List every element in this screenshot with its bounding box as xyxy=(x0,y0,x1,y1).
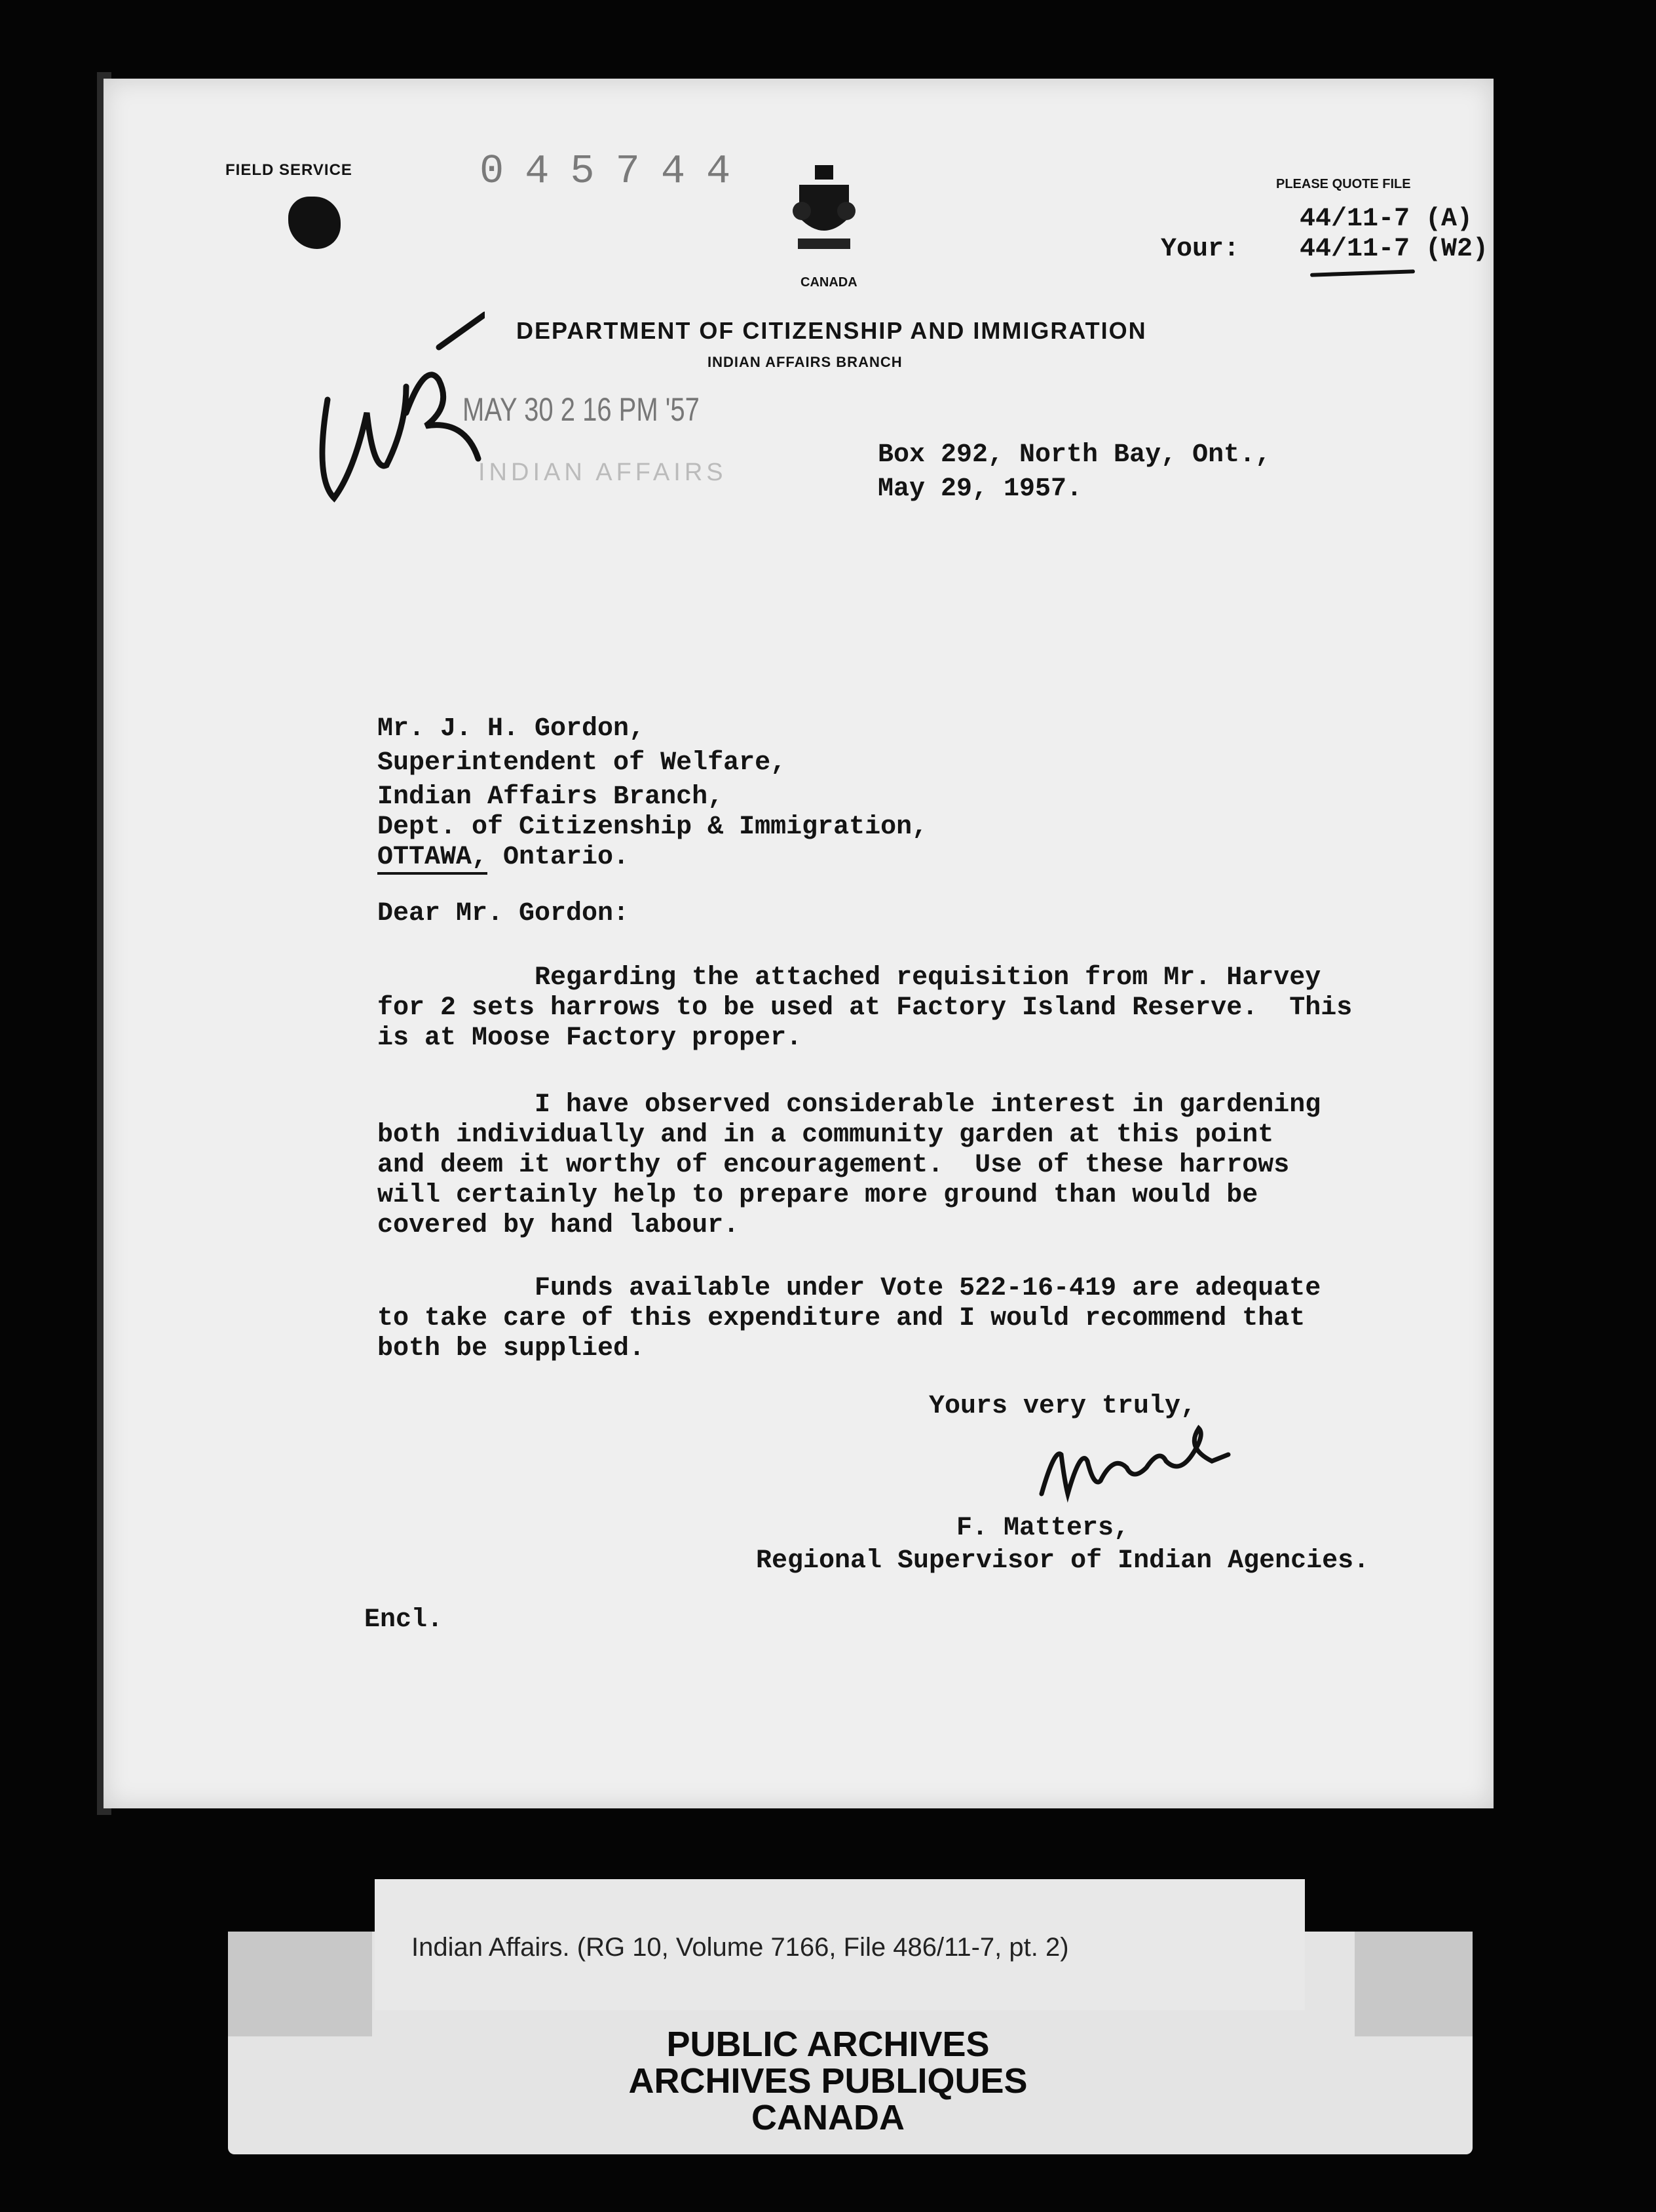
please-quote-label: PLEASE QUOTE FILE xyxy=(1276,177,1411,191)
recipient-branch: Indian Affairs Branch, xyxy=(377,782,724,812)
enclosure-note: Encl. xyxy=(364,1605,443,1635)
file-number-w2: 44/11-7 (W2) xyxy=(1300,235,1489,264)
field-service-label: FIELD SERVICE xyxy=(225,161,352,179)
paragraph-line: both individually and in a community garden at this point xyxy=(377,1120,1274,1150)
paragraph-line: and deem it worthy of encouragement. Use of these harrows xyxy=(377,1151,1290,1180)
recipient-province: Ontario. xyxy=(487,843,630,872)
archives-line-1: PUBLIC ARCHIVES xyxy=(666,2025,990,2064)
paragraph-line: Regarding the attached requisition from Mr. Harvey xyxy=(377,963,1321,993)
file-number-a: 44/11-7 (A) xyxy=(1300,204,1473,234)
salutation: Dear Mr. Gordon: xyxy=(377,899,630,928)
paragraph-line: I have observed considerable interest in gardening xyxy=(377,1090,1321,1120)
archives-line-3: CANADA xyxy=(751,2098,905,2137)
faded-stamp: INDIAN AFFAIRS xyxy=(478,459,727,486)
valediction: Yours very truly, xyxy=(929,1392,1197,1421)
your-label: Your: xyxy=(1161,235,1240,264)
handwritten-signature xyxy=(1035,1422,1232,1507)
serial-number: 045744 xyxy=(480,148,752,195)
paragraph-3 xyxy=(377,1274,1321,1364)
handwritten-initials xyxy=(308,308,485,505)
archive-citation: Indian Affairs. (RG 10, Volume 7166, File 486/11-7, pt. 2) xyxy=(411,1933,1069,1962)
paragraph-line: to take care of this expenditure and I would recommend that xyxy=(377,1304,1306,1333)
coat-of-arms-icon xyxy=(793,165,856,257)
paragraph-line: will certainly help to prepare more ground than would be xyxy=(377,1181,1258,1210)
paragraph-line: for 2 sets harrows to be used at Factory Island Reserve. This xyxy=(377,993,1353,1023)
archives-card-tab-left xyxy=(228,1932,372,2036)
paragraph-2 xyxy=(377,1090,1321,1241)
recipient-city-line xyxy=(377,843,629,873)
signatory-title: Regional Supervisor of Indian Agencies. xyxy=(756,1546,1370,1576)
paragraph-line: Funds available under Vote 522-16-419 are adequate xyxy=(377,1274,1321,1303)
recipient-city: OTTAWA, xyxy=(377,843,487,875)
paragraph-line: is at Moose Factory proper. xyxy=(377,1023,802,1053)
department-heading: DEPARTMENT OF CITIZENSHIP AND IMMIGRATION xyxy=(516,317,1147,344)
archives-line-2: ARCHIVES PUBLIQUES xyxy=(628,2061,1028,2101)
recipient-title: Superintendent of Welfare, xyxy=(377,748,787,778)
sender-address-line1: Box 292, North Bay, Ont., xyxy=(878,440,1271,470)
paragraph-line: both be supplied. xyxy=(377,1334,645,1363)
coat-caption: CANADA xyxy=(800,275,857,290)
recipient-name: Mr. J. H. Gordon, xyxy=(377,714,645,744)
paragraph-line: covered by hand labour. xyxy=(377,1211,740,1240)
recipient-department: Dept. of Citizenship & Immigration, xyxy=(377,812,928,842)
branch-heading: INDIAN AFFAIRS BRANCH xyxy=(707,354,903,370)
signatory-name: F. Matters, xyxy=(956,1514,1130,1543)
archives-card-tab-right xyxy=(1355,1932,1473,2036)
paragraph-1 xyxy=(377,963,1352,1054)
letter-date: May 29, 1957. xyxy=(878,474,1083,504)
received-date-stamp: MAY 30 2 16 PM '57 xyxy=(462,391,700,428)
